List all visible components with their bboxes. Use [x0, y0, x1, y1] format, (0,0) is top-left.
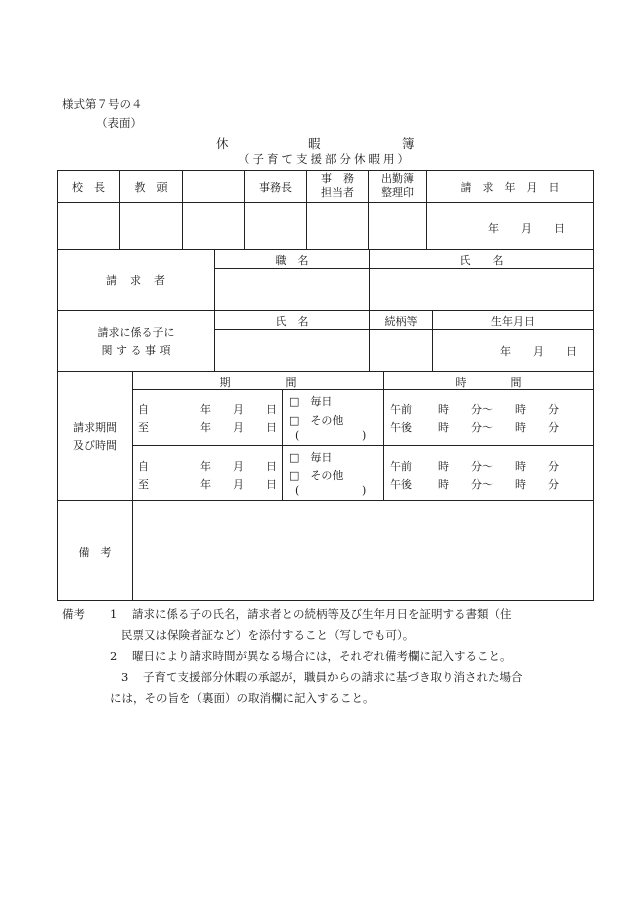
period2-from-date[interactable]: 年 月 日	[200, 460, 277, 473]
remarks-field[interactable]	[133, 501, 593, 600]
period1-paren-open: (	[295, 429, 300, 442]
face-label: （表面）	[96, 116, 142, 130]
principal-header: 校 長	[72, 181, 105, 194]
relation-header: 続柄等	[384, 315, 418, 328]
period-header: 期 間	[219, 376, 297, 389]
attendance-seal-line2: 整理印	[381, 186, 414, 199]
child-label-line2: 関 す る 事 項	[101, 344, 171, 357]
note-number: 3	[121, 670, 129, 684]
period1-daily-checkbox[interactable]: □ 毎日	[289, 395, 333, 408]
note-item-1	[62, 604, 602, 625]
birthday-header: 生年月日	[491, 315, 535, 328]
note-text: 曜日により請求時間が異なる場合には，それぞれ備考欄に記入すること。	[132, 649, 512, 663]
requester-name-field[interactable]	[370, 269, 593, 310]
period1-paren-close: )	[362, 429, 367, 442]
time-header: 時 間	[455, 376, 522, 389]
period2-to-label: 至	[138, 478, 149, 491]
form-number: 様式第７号の４	[62, 97, 143, 111]
child-name-header: 氏 名	[275, 315, 309, 328]
period2-from-label: 自	[138, 460, 149, 473]
period2-pm-time[interactable]: 時 分～ 時 分	[438, 478, 559, 491]
period-label-line2: 及び時間	[73, 439, 117, 452]
child-label-line1: 請求に係る子に	[97, 326, 175, 339]
note-text: 子育て支援部分休暇の承認が，職員からの請求に基づき取り消された場合	[143, 670, 523, 684]
title-char-3: 簿	[402, 136, 415, 151]
note-item-3-cont	[62, 688, 602, 709]
remarks-label: 備 考	[78, 546, 112, 559]
period2-to-date[interactable]: 年 月 日	[200, 478, 277, 491]
notes-section	[62, 604, 602, 709]
period1-from-label: 自	[138, 403, 149, 416]
period2-am-time[interactable]: 時 分～ 時 分	[438, 460, 559, 473]
period2-pm-label: 午後	[390, 478, 412, 491]
period1-am-time[interactable]: 時 分～ 時 分	[438, 403, 559, 416]
note-number: 1	[110, 607, 118, 621]
note-item-3	[62, 667, 602, 688]
request-date-field[interactable]: 年 月 日	[488, 222, 565, 235]
position-field[interactable]	[215, 269, 369, 310]
period1-pm-label: 午後	[390, 421, 412, 434]
note-text: 請求に係る子の氏名，請求者との続柄等及び生年月日を証明する書類（住	[132, 607, 512, 621]
period2-am-label: 午前	[390, 460, 412, 473]
attendance-seal-header	[369, 172, 426, 200]
period2-paren-open: (	[295, 484, 300, 497]
notes-label: 備考	[62, 607, 85, 621]
period-label-line1: 請求期間	[73, 421, 117, 434]
period1-from-date[interactable]: 年 月 日	[200, 403, 277, 416]
title-char-1: 休	[216, 136, 229, 151]
title-char-2: 暇	[308, 136, 321, 151]
period-section-label	[58, 419, 132, 455]
note-item-2	[62, 646, 602, 667]
office-chief-header: 事務長	[259, 181, 292, 194]
period2-daily-checkbox[interactable]: □ 毎日	[289, 451, 333, 464]
office-staff-line2: 担当者	[321, 186, 354, 199]
period1-to-date[interactable]: 年 月 日	[200, 421, 277, 434]
office-staff-line1: 事 務	[321, 172, 354, 185]
birthday-field[interactable]: 年 月 日	[500, 345, 577, 358]
request-date-header: 請 求 年 月 日	[460, 181, 560, 194]
note-number: 2	[110, 649, 118, 663]
document-subtitle: （子育て支援部分休暇用）	[238, 152, 412, 166]
office-staff-header	[307, 172, 368, 200]
period1-to-label: 至	[138, 421, 149, 434]
position-header: 職 名	[275, 254, 309, 267]
note-text: 民票又は保険者証など）を添付すること（写しでも可）。	[121, 628, 415, 642]
period2-other-checkbox[interactable]: □ その他	[289, 469, 344, 482]
child-section-label	[58, 324, 214, 360]
period1-pm-time[interactable]: 時 分～ 時 分	[438, 421, 559, 434]
period2-paren-close: )	[362, 484, 367, 497]
note-text: には，その旨を（裏面）の取消欄に記入すること。	[110, 691, 375, 705]
note-item-1-cont	[62, 625, 602, 646]
period1-other-checkbox[interactable]: □ その他	[289, 414, 344, 427]
vice-principal-header: 教 頭	[134, 181, 168, 194]
period1-am-label: 午前	[390, 403, 412, 416]
requester-name-header: 氏 名	[459, 254, 504, 267]
attendance-seal-line1: 出勤簿	[381, 172, 414, 185]
requester-label: 請 求 者	[106, 274, 166, 287]
